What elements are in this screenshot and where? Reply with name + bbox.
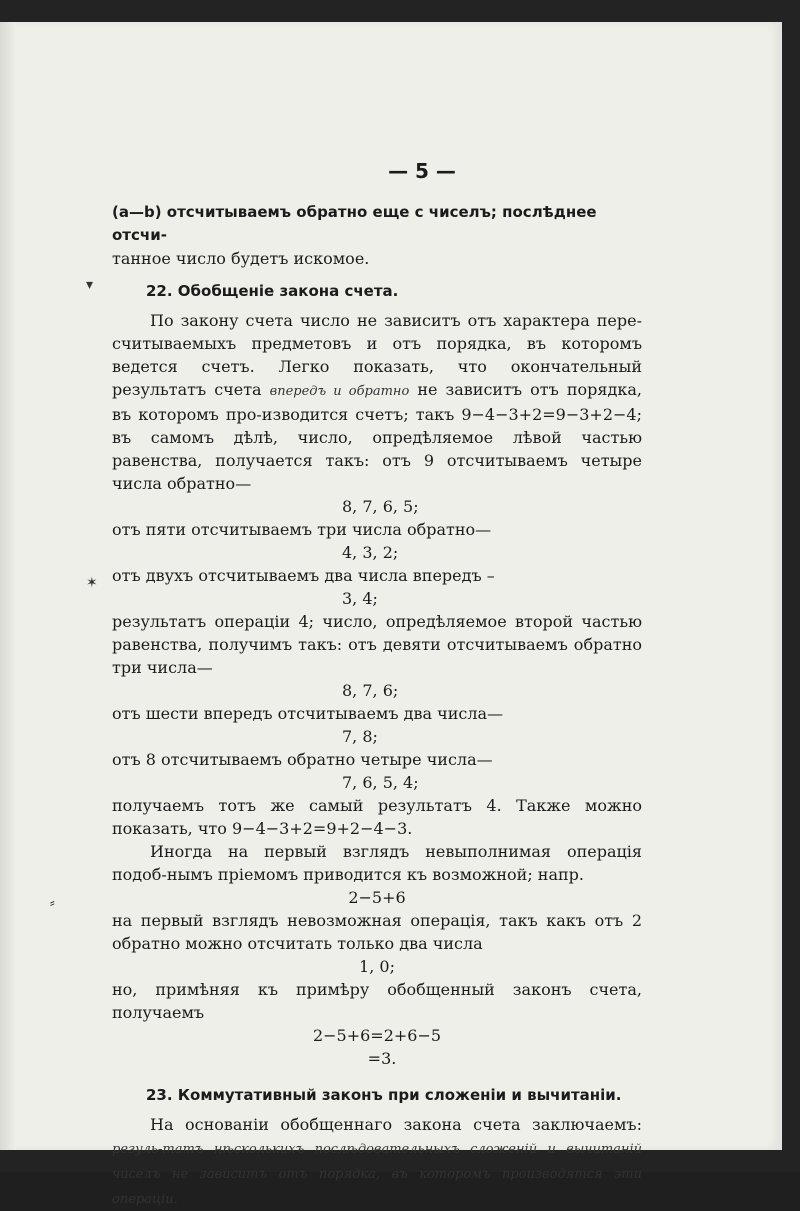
margin-mark: ▾	[86, 277, 94, 293]
equation: =3.	[367, 1049, 397, 1068]
paragraph: Иногда на первый взглядъ невыполнимая операція подоб-нымъ пріемомъ приводится къ возможной; напр.	[112, 842, 642, 884]
sequence: 3, 4;	[342, 589, 378, 608]
section-heading-23: 23. Коммутативный законъ при сложеніи и вычитаніи.	[146, 1086, 622, 1104]
sequence: 7, 6, 5, 4;	[342, 773, 419, 792]
sequence: 1, 0;	[359, 957, 395, 976]
text-line: отъ шести впередъ отсчитываемъ два числа—	[112, 704, 504, 723]
top-line: (a—b) отсчитываемъ обратно еще с чиселъ; послѣднее отсчи-	[112, 203, 597, 244]
equation: 2−5+6=2+6−5	[312, 1026, 442, 1045]
equation: 2−5+6	[348, 888, 406, 907]
sequence: 8, 7, 6;	[342, 681, 399, 700]
paragraph: на первый взглядъ невозможная операція, такъ какъ отъ 2 обратно можно отсчитать только два числа	[112, 911, 642, 953]
italic-text: резуль-татъ нѣсколькихъ послѣдовательныхъ сложеній и вычитаній чиселъ не зависитъ отъ порядка, въ которомъ производятся эти операціи.	[112, 1142, 642, 1207]
paragraph	[112, 1113, 642, 1211]
book-page	[0, 22, 782, 1207]
paragraph-text: не зависитъ отъ порядка, въ которомъ про-изводится счетъ; такъ 9−4−3+2=9−3+2−4; въ самомъ дѣлѣ, число, опредѣляемое лѣвой частью равенства, получается такъ: отъ 9 отсчитываемъ четыре числа обратно—	[112, 380, 642, 493]
sequence: 8, 7, 6, 5;	[342, 497, 419, 516]
paragraph: получаемъ тотъ же самый результатъ 4. Также можно показать, что 9−4−3+2=9+2−4−3.	[112, 796, 642, 838]
paragraph-text: На основаніи обобщеннаго закона счета заключаемъ:	[150, 1115, 642, 1134]
section-heading-22: 22. Обобщеніе закона счета.	[146, 282, 399, 300]
paragraph: но, примѣняя къ примѣру обобщенный законъ счета, получаемъ	[112, 980, 642, 1022]
top-line: танное число будетъ искомое.	[112, 249, 370, 268]
sequence: 4, 3, 2;	[342, 543, 399, 562]
sequence: 7, 8;	[342, 727, 378, 746]
paragraph	[112, 309, 642, 495]
page-text	[112, 160, 642, 1211]
margin-mark: ⸗	[50, 895, 55, 911]
paragraph-text: По закону счета число не зависитъ отъ характера пере-считываемыхъ предметовъ и отъ порядка, въ которомъ ведется счетъ. Легко показать, что окончательный результатъ счета	[112, 311, 642, 399]
page-number: — 5 —	[388, 159, 456, 183]
text-line: отъ пяти отсчитываемъ три числа обратно—	[112, 520, 492, 539]
margin-mark: ✶	[86, 575, 98, 591]
paragraph: результатъ операціи 4; число, опредѣляемое второй частью равенства, получимъ такъ: отъ девяти отсчитываемъ обратно три числа—	[112, 612, 642, 677]
italic-text: впередъ и обратно	[269, 384, 410, 399]
text-line: отъ двухъ отсчитываемъ два числа впередъ –	[112, 566, 495, 585]
text-line: отъ 8 отсчитываемъ обратно четыре числа—	[112, 750, 493, 769]
